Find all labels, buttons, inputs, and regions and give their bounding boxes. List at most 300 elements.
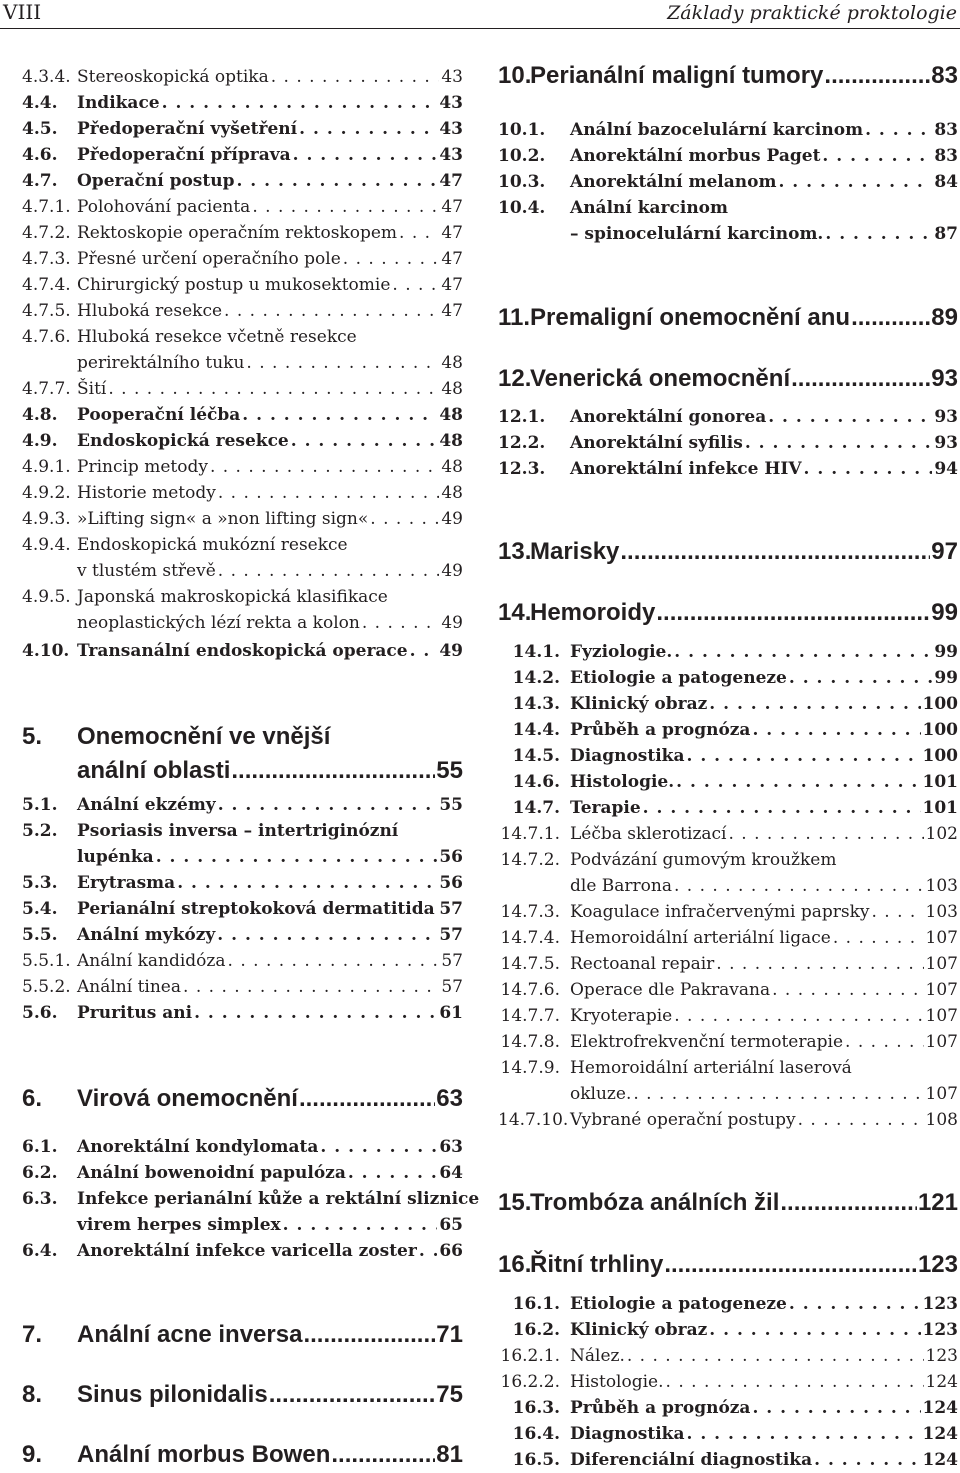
entry-title: Anální morbus Bowen <box>77 1441 331 1468</box>
section-number: 12.2. <box>498 433 546 453</box>
entry-title: Klinický obraz <box>570 694 708 714</box>
toc-line <box>570 1003 958 1029</box>
dot-leader <box>745 430 933 456</box>
section-number: 4.4. <box>22 93 58 113</box>
dot-leader <box>437 896 438 922</box>
page-ref: 48 <box>441 483 463 503</box>
section-number: 14.7.10. <box>498 1110 569 1130</box>
toc-line <box>570 951 958 977</box>
dot-leader <box>686 743 920 769</box>
page-ref: 49 <box>441 509 463 529</box>
toc-line <box>77 844 463 870</box>
chapter-number: 12. <box>498 365 532 392</box>
section-number: 14.7.7. <box>500 1006 560 1026</box>
chapter-number: 6. <box>22 1085 43 1112</box>
page-ref: 83 <box>931 62 958 89</box>
section-number: 14.7.5. <box>500 954 560 974</box>
dot-leader <box>218 792 438 818</box>
section-number: 4.7.4. <box>22 275 71 295</box>
entry-title: Psoriasis inversa – intertriginózní <box>77 821 399 841</box>
toc-line <box>77 376 463 402</box>
entry-title: Perianální streptokoková dermatitida <box>77 899 435 919</box>
toc-entry <box>498 1447 958 1473</box>
page-ref: 102 <box>925 824 958 844</box>
entry-body <box>570 404 958 430</box>
toc-line <box>530 1248 958 1282</box>
entry-title: Průběh a prognóza <box>570 720 751 740</box>
toc-line <box>77 720 463 754</box>
toc-entry <box>498 769 958 795</box>
dot-leader <box>331 1438 435 1472</box>
page-ref: 57 <box>441 951 463 971</box>
toc-line <box>77 1134 463 1160</box>
toc-line <box>570 821 958 847</box>
chapter-body <box>77 1318 463 1352</box>
dot-leader <box>218 558 440 584</box>
toc-line <box>77 818 463 844</box>
toc-line <box>570 769 958 795</box>
entry-title: Onemocnění ve vnější <box>77 723 331 750</box>
dot-leader <box>768 404 932 430</box>
chapter-body <box>77 1378 463 1412</box>
section-number: 4.8. <box>22 405 58 425</box>
dot-leader <box>291 428 438 454</box>
section-number: 5.5.2. <box>22 977 71 997</box>
running-title: Základy praktické proktologie <box>667 2 957 24</box>
page-ref: 81 <box>436 1441 463 1468</box>
dot-leader <box>822 143 932 169</box>
toc-line <box>77 896 463 922</box>
toc-line <box>77 558 463 584</box>
page-ref: 47 <box>439 171 463 191</box>
toc-entry <box>498 717 958 743</box>
entry-body <box>77 922 463 948</box>
page-ref: 57 <box>441 977 463 997</box>
toc-line <box>570 873 958 899</box>
section-number: 4.7.2. <box>22 223 71 243</box>
dot-leader <box>778 169 932 195</box>
running-header <box>0 0 960 28</box>
dot-leader <box>780 1186 917 1220</box>
entry-title: Anální acne inversa <box>77 1321 303 1348</box>
toc-entry <box>22 1186 480 1238</box>
page-ref: 56 <box>439 873 463 893</box>
entry-title: Infekce perianální kůže a rektální sliznice <box>77 1189 480 1209</box>
entry-title: Rectoanal repair <box>570 954 715 974</box>
page-ref: 123 <box>922 1320 958 1340</box>
page-ref: 107 <box>925 1006 958 1026</box>
section-number: 4.7.1. <box>22 197 71 217</box>
entry-title: »Lifting sign« a »non lifting sign« <box>77 509 369 529</box>
toc-line <box>77 638 463 664</box>
toc-entry <box>22 90 463 116</box>
entry-title: Vybrané operační postupy <box>570 1110 796 1130</box>
entry-title: Anální tinea <box>77 977 182 997</box>
toc-line <box>77 506 463 532</box>
entry-title: Marisky <box>530 538 620 565</box>
entry-title: Sinus pilonidalis <box>77 1381 268 1408</box>
dot-leader <box>162 90 438 116</box>
entry-body <box>570 639 958 665</box>
section-number: 4.9.3. <box>22 509 71 529</box>
dot-leader <box>686 1421 920 1447</box>
chapter-body <box>530 1186 958 1220</box>
chapter-body <box>530 1248 958 1282</box>
toc-entry <box>498 691 958 717</box>
toc-line <box>77 116 463 142</box>
section-number: 5.3. <box>22 873 58 893</box>
chapter-heading <box>498 535 958 569</box>
entry-body <box>570 430 958 456</box>
entry-body <box>570 925 958 951</box>
chapter-body <box>77 1082 463 1116</box>
chapter-heading <box>498 362 958 396</box>
entry-body <box>570 847 958 899</box>
toc-entry <box>498 1055 958 1107</box>
toc-line <box>77 610 463 636</box>
dot-leader <box>303 1318 435 1352</box>
dot-leader <box>210 454 439 480</box>
page-ref: 101 <box>922 798 958 818</box>
dot-leader <box>845 1029 924 1055</box>
dot-leader <box>804 456 933 482</box>
toc-entry <box>22 870 463 896</box>
chapter-number: 8. <box>22 1381 43 1408</box>
dot-leader <box>399 220 439 246</box>
page-ref: 83 <box>934 120 958 140</box>
chapter-number: 10. <box>498 62 532 89</box>
section-number: 12.1. <box>498 407 546 427</box>
entry-body <box>570 117 958 143</box>
entry-body <box>77 272 463 298</box>
toc-line <box>570 717 958 743</box>
section-number: 16.2. <box>512 1320 560 1340</box>
section-number: 16.4. <box>512 1424 560 1444</box>
toc-entry <box>22 792 463 818</box>
chapter-body <box>530 59 958 93</box>
page-ref: 48 <box>441 353 463 373</box>
dot-leader <box>108 376 439 402</box>
entry-body <box>570 1343 958 1369</box>
dot-leader <box>236 168 437 194</box>
entry-title: Rektoskopie operačním rektoskopem <box>77 223 398 243</box>
entry-title: Předoperační vyšetření <box>77 119 298 139</box>
entry-body <box>77 638 463 664</box>
dot-leader <box>283 1212 438 1238</box>
page-ref: 49 <box>441 561 463 581</box>
dot-leader <box>217 922 437 948</box>
entry-body <box>77 142 463 168</box>
section-number: 14.7. <box>512 798 560 818</box>
page-ref: 63 <box>439 1137 463 1157</box>
toc-line <box>530 362 958 396</box>
page-ref: 124 <box>922 1450 958 1470</box>
page-ref: 48 <box>439 431 463 451</box>
section-number: 14.7.9. <box>500 1058 560 1078</box>
entry-body <box>570 143 958 169</box>
entry-title: Etiologie a patogeneze <box>570 1294 787 1314</box>
entry-body <box>570 195 958 247</box>
toc-line <box>77 1212 463 1238</box>
toc-entry <box>22 584 463 636</box>
entry-body <box>77 1000 463 1026</box>
section-number: 14.6. <box>512 772 560 792</box>
toc-line <box>77 168 463 194</box>
dot-leader <box>620 535 930 569</box>
toc-entry <box>498 1369 958 1395</box>
section-number: 6.1. <box>22 1137 58 1157</box>
entry-title: Anorektální syfilis <box>570 433 743 453</box>
entry-title: Anorektální melanom <box>570 172 777 192</box>
toc-line <box>77 194 463 220</box>
toc-entry <box>22 64 463 90</box>
toc-line <box>530 1186 958 1220</box>
toc-line <box>570 221 958 247</box>
entry-title: lupénka <box>77 847 154 867</box>
entry-title: – spinocelulární karcinom. <box>570 224 824 244</box>
toc-entry <box>498 1291 958 1317</box>
dot-leader <box>833 925 924 951</box>
dot-leader <box>293 142 438 168</box>
dot-leader <box>419 1238 438 1264</box>
entry-body <box>570 691 958 717</box>
page-ref: 83 <box>934 146 958 166</box>
dot-leader <box>825 221 932 247</box>
page-ref: 107 <box>925 954 958 974</box>
toc-line <box>77 428 463 454</box>
page-ref: 97 <box>931 538 958 565</box>
dot-leader <box>348 1160 437 1186</box>
toc-entry <box>498 195 958 247</box>
dot-leader <box>370 506 439 532</box>
toc-entry <box>22 142 463 168</box>
toc-line <box>77 1378 463 1412</box>
chapter-body <box>530 301 958 335</box>
dot-leader <box>752 1395 920 1421</box>
section-number: 14.3. <box>512 694 560 714</box>
entry-title: okluze. <box>570 1084 632 1104</box>
toc-line <box>570 847 958 873</box>
toc-entry <box>498 1343 958 1369</box>
entry-body <box>77 1160 463 1186</box>
entry-body <box>77 584 463 636</box>
toc-line <box>570 899 958 925</box>
dot-leader <box>656 596 930 630</box>
toc-line <box>570 430 958 456</box>
section-number: 14.7.3. <box>500 902 560 922</box>
entry-title: Stereoskopická optika <box>77 67 269 87</box>
dot-leader <box>392 272 439 298</box>
dot-leader <box>674 639 932 665</box>
entry-title: Histologie. <box>570 772 675 792</box>
entry-body <box>570 665 958 691</box>
toc-line <box>530 301 958 335</box>
section-number: 12.3. <box>498 459 546 479</box>
page-ref: 123 <box>922 1294 958 1314</box>
toc-line <box>570 404 958 430</box>
entry-body <box>77 870 463 896</box>
page-ref: 124 <box>922 1398 958 1418</box>
entry-title: Anorektální infekce HIV <box>570 459 802 479</box>
entry-title: dle Barrona <box>570 876 672 896</box>
dot-leader <box>269 1378 436 1412</box>
dot-leader <box>851 301 930 335</box>
page-ref: 49 <box>441 613 463 633</box>
section-number: 16.5. <box>512 1450 560 1470</box>
entry-title: Endoskopická mukózní resekce <box>77 535 348 555</box>
entry-body <box>77 402 463 428</box>
entry-body <box>570 1317 958 1343</box>
toc-entry <box>22 428 463 454</box>
toc-entry <box>22 818 463 870</box>
toc-line <box>570 1447 958 1473</box>
toc-entry <box>22 948 463 974</box>
toc-line <box>77 1186 480 1212</box>
toc-line <box>77 90 463 116</box>
dot-leader <box>865 117 932 143</box>
toc-entry <box>22 532 463 584</box>
toc-entry <box>498 977 958 1003</box>
dot-leader <box>320 1134 437 1160</box>
toc-line <box>77 1000 463 1026</box>
toc-line <box>570 665 958 691</box>
entry-title: Klinický obraz <box>570 1320 708 1340</box>
page-ref: 61 <box>439 1003 463 1023</box>
section-number: 4.3.4. <box>22 67 71 87</box>
entry-body <box>570 1369 958 1395</box>
entry-title: Diagnostika <box>570 1424 685 1444</box>
toc-entry <box>498 117 958 143</box>
entry-title: Premaligní onemocnění anu <box>530 304 851 331</box>
entry-title: Nález. <box>570 1346 625 1366</box>
section-number: 14.7.4. <box>500 928 560 948</box>
toc-line <box>570 1107 958 1133</box>
entry-title: Léčba sklerotizací <box>570 824 727 844</box>
chapter-heading <box>498 301 958 335</box>
entry-body <box>570 795 958 821</box>
section-number: 16.2.1. <box>500 1346 560 1366</box>
toc-line <box>570 117 958 143</box>
toc-line <box>570 639 958 665</box>
toc-line <box>570 169 958 195</box>
chapter-number: 11. <box>498 304 531 331</box>
page-ref: 55 <box>436 757 463 784</box>
toc-line <box>77 1238 463 1264</box>
page-ref: 100 <box>922 694 958 714</box>
toc-line <box>77 870 463 896</box>
dot-leader <box>772 977 923 1003</box>
page-ref: 47 <box>441 223 463 243</box>
page-ref: 43 <box>441 67 463 87</box>
entry-title: Anální karcinom <box>570 198 729 218</box>
entry-title: Šití <box>77 379 107 399</box>
dot-leader <box>789 665 932 691</box>
entry-body <box>77 220 463 246</box>
entry-body <box>77 532 463 584</box>
page-ref: 71 <box>436 1321 463 1348</box>
page-ref: 100 <box>922 720 958 740</box>
toc-line <box>570 1055 958 1081</box>
dot-leader <box>824 59 930 93</box>
page-ref: 103 <box>925 902 958 922</box>
section-number: 10.2. <box>498 146 546 166</box>
entry-body <box>570 899 958 925</box>
dot-leader <box>676 769 920 795</box>
toc-entry <box>22 896 463 922</box>
entry-title: perirektálního tuku <box>77 353 245 373</box>
toc-entry <box>498 143 958 169</box>
dot-leader <box>643 795 921 821</box>
page-number: VIII <box>3 0 42 24</box>
chapter-body <box>530 596 958 630</box>
section-number: 14.7.6. <box>500 980 560 1000</box>
dot-leader <box>814 1447 920 1473</box>
chapter-body <box>530 535 958 569</box>
dot-leader <box>871 899 923 925</box>
entry-title: Hluboká resekce včetně resekce <box>77 327 357 347</box>
entry-body <box>77 896 463 922</box>
toc-entry <box>22 1238 463 1264</box>
entry-body <box>77 428 463 454</box>
dot-leader <box>633 1081 923 1107</box>
section-number: 16.3. <box>512 1398 560 1418</box>
entry-title: Fyziologie. <box>570 642 673 662</box>
entry-title: Trombóza análních žil <box>530 1189 780 1216</box>
entry-body <box>77 506 463 532</box>
page-ref: 123 <box>925 1346 958 1366</box>
chapter-heading <box>498 1186 958 1220</box>
page-ref: 107 <box>925 1084 958 1104</box>
page-ref: 55 <box>439 795 463 815</box>
toc-entry <box>22 506 463 532</box>
page-ref: 49 <box>439 641 463 661</box>
toc-entry <box>22 1000 463 1026</box>
section-number: 16.1. <box>512 1294 560 1314</box>
toc-entry <box>22 376 463 402</box>
section-number: 4.6. <box>22 145 58 165</box>
toc-entry <box>22 1134 463 1160</box>
entry-body <box>77 90 463 116</box>
page-ref: 100 <box>922 746 958 766</box>
toc-line <box>570 743 958 769</box>
section-number: 4.10. <box>22 641 70 661</box>
entry-title: Transanální endoskopická operace <box>77 641 408 661</box>
toc-entry <box>498 404 958 430</box>
page-ref: 48 <box>441 457 463 477</box>
entry-title: Anální ekzémy <box>77 795 216 815</box>
entry-title: Anorektální kondylomata <box>77 1137 319 1157</box>
dot-leader <box>752 717 920 743</box>
toc-line <box>530 596 958 630</box>
entry-title: Operace dle Pakravana <box>570 980 771 1000</box>
entry-title: Koagulace infračervenými paprsky <box>570 902 870 922</box>
section-number: 5.6. <box>22 1003 58 1023</box>
entry-body <box>77 818 463 870</box>
toc-entry <box>22 298 463 324</box>
entry-body <box>77 194 463 220</box>
entry-title: Anorektální gonorea <box>570 407 767 427</box>
entry-body <box>570 743 958 769</box>
toc-line <box>77 584 463 610</box>
section-number: 5.5. <box>22 925 58 945</box>
toc-entry <box>498 430 958 456</box>
dot-leader <box>716 951 923 977</box>
page-ref: 43 <box>439 145 463 165</box>
chapter-heading <box>498 1248 958 1282</box>
entry-title: v tlustém střevě <box>77 561 216 581</box>
section-number: 4.9.4. <box>22 535 71 555</box>
toc-line <box>570 1081 958 1107</box>
